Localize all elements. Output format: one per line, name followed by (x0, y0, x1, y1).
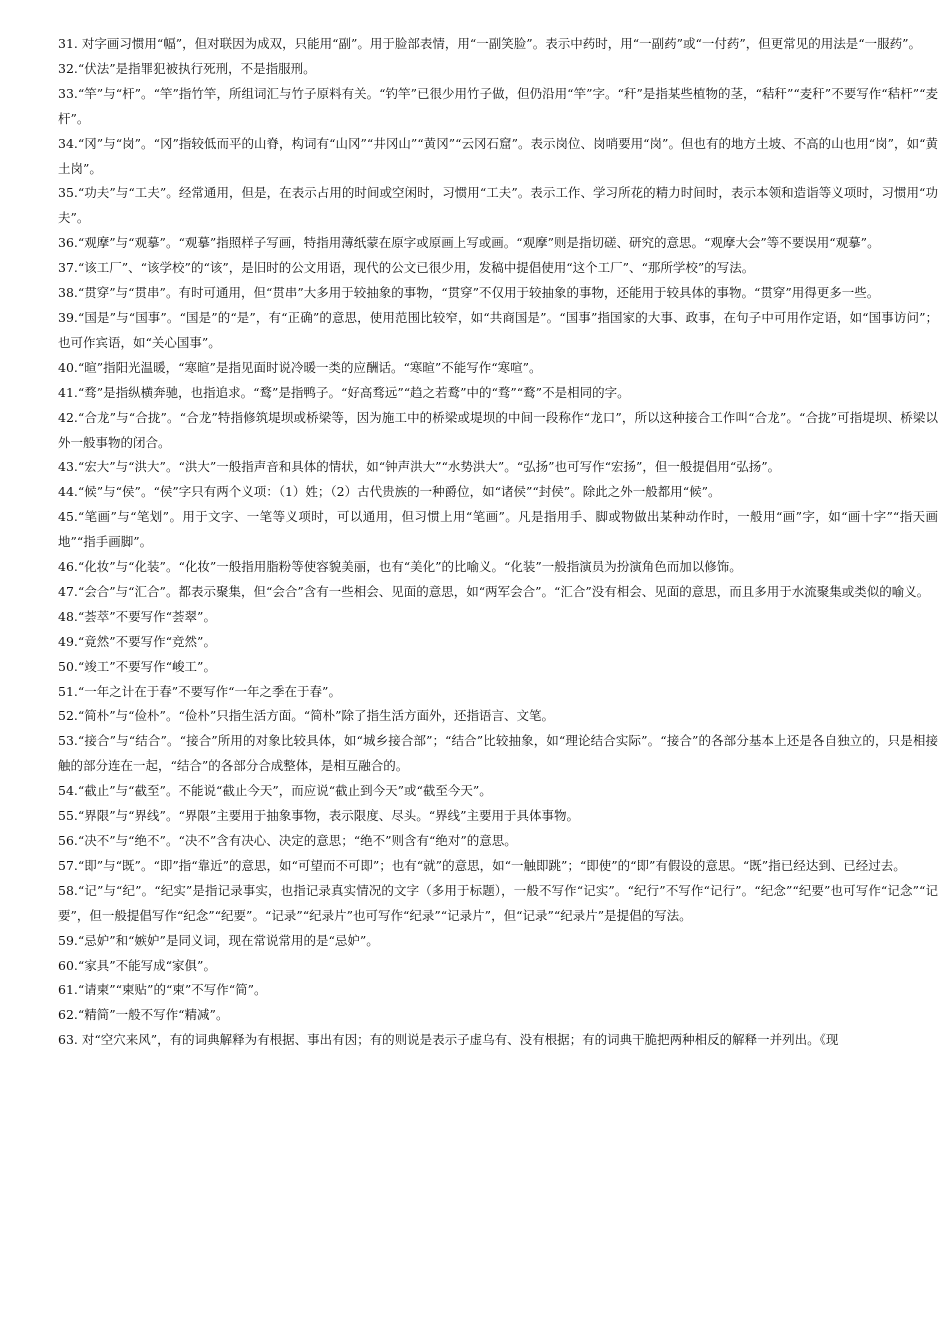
entry-31: 31. 对字画习惯用“幅”，但对联因为成双，只能用“副”。用于脸部表情，用“一副笑脸”。表示中药时，用“一副药”或“一付药”，但更常见的用法是“一服药”。 (58, 36, 922, 51)
entry-63: 63. 对“空穴来风”，有的词典解释为有根据、事出有因；有的则说是表示子虚乌有、没有根据；有的词典干脆把两种相反的解释一并列出。《现 (58, 1032, 839, 1048)
entry-54: 54.“截止”与“截至”。不能说“截止今天”，而应说“截止到今天”或“截至今天”。 (58, 783, 492, 799)
entry-51: 51.“一年之计在于春”不要写作“一年之季在于春”。 (58, 683, 341, 699)
entry-33: 33.“竿”与“杆”。“竿”指竹竿，所组词汇与竹子原料有关。“钓竿”已很少用竹子做，但仍沿用“竿”字。“秆”是指某些植物的茎，“秸秆”“麦秆”不要写作“秸杆”“麦杆”。 (58, 85, 938, 126)
entry-56: 56.“决不”与“绝不”。“决不”含有决心、决定的意思；“绝不”则含有“绝对”的意思。 (58, 833, 517, 848)
entry-60: 60.“家具”不能写成“家俱”。 (58, 957, 216, 973)
entry-32: 32.“伏法”是指罪犯被执行死刑，不是指服刑。 (58, 60, 316, 76)
entry-55: 55.“界限”与“界线”。“界限”主要用于抽象事物，表示限度、尽头。“界线”主要用于具体事物。 (58, 808, 580, 824)
entry-39: 39.“国是”与“国事”。“国是”的“是”，有“正确”的意思，使用范围比较窄，如“共商国是”。“国事”指国家的大事、政事，在句子中可用作定语，如“国事访问”；也可作宾语，如“关心国事”。 (58, 309, 938, 350)
entry-58: 58.“记”与“纪”。“纪实”是指记录事实，也指记录真实情况的文字（多用于标题），一般不写作“记实”。“纪行”不写作“记行”。“纪念”“纪要”也可写作“记念”“记要”，但一般提倡写作“纪念”“纪要”。“记录”“纪录片”也可写作“纪录”“记录片”，但“记录”“纪录片”是提倡的写法。 (58, 882, 938, 923)
entry-34: 34.“冈”与“岗”。“冈”指较低而平的山脊，构词有“山冈”“井冈山”“黄冈”“云冈石窟”。表示岗位、岗哨要用“岗”。但也有的地方土坡、不高的山也用“岗”，如“黄土岗”。 (58, 135, 938, 176)
entry-61: 61.“请柬”“柬贴”的“柬”不写作“简”。 (58, 982, 267, 998)
entry-49: 49.“竟然”不要写作“竞然”。 (58, 633, 216, 649)
entry-57: 57.“即”与“既”。“即”指“靠近”的意思，如“可望而不可即”；也有“就”的意思，如“一触即跳”；“即使”的“即”有假设的意思。“既”指已经达到、已经过去。 (58, 857, 906, 873)
entry-48: 48.“荟萃”不要写作“荟翠”。 (58, 608, 216, 624)
entry-36: 36.“观摩”与“观摹”。“观摹”指照样子写画，特指用薄纸蒙在原字或原画上写或画。“观摩”则是指切磋、研究的意思。“观摩大会”等不要误用“观摹”。 (58, 235, 880, 251)
entry-35: 35.“功夫”与“工夫”。经常通用，但是，在表示占用的时间或空闲时，习惯用“工夫”。表示工作、学习所花的精力时间时，表示本领和造诣等义项时，习惯用“功夫”。 (58, 185, 938, 226)
entry-45: 45.“笔画”与“笔划”。用于文字、一笔等义项时，可以通用，但习惯上用“笔画”。凡是指用手、脚或物做出某种动作时，一般用“画”字，如“画十字”“指天画地”“指手画脚”。 (58, 509, 938, 550)
entry-40: 40.“暄”指阳光温暖，“寒暄”是指见面时说冷暖一类的应酬话。“寒暄”不能写作“寒喧”。 (58, 359, 542, 375)
entry-43: 43.“宏大”与“洪大”。“洪大”一般指声音和具体的情状，如“钟声洪大”“水势洪大”。“弘扬”也可写作“宏扬”，但一般提倡用“弘扬”。 (58, 459, 781, 475)
entry-50: 50.“竣工”不要写作“峻工”。 (58, 658, 216, 674)
entry-38: 38.“贯穿”与“贯串”。有时可通用，但“贯串”大多用于较抽象的事物，“贯穿”不仅用于较抽象的事物，还能用于较具体的事物。“贯穿”用得更多一些。 (58, 285, 880, 301)
entry-52: 52.“简朴”与“俭朴”。“俭朴”只指生活方面。“简朴”除了指生活方面外，还指语言、文笔。 (58, 708, 555, 724)
entry-44: 44.“候”与“侯”。“侯”字只有两个义项：（1）姓；（2）古代贵族的一种爵位，如“诸侯”“封侯”。除此之外一般都用“候”。 (58, 484, 721, 500)
entry-46: 46.“化妆”与“化装”。“化妆”一般指用脂粉等使容貌美丽，也有“美化”的比喻义。“化装”一般指演员为扮演角色而加以修饰。 (58, 559, 742, 575)
entry-59: 59.“忌妒”和“嫉妒”是同义词，现在常说常用的是“忌妒”。 (58, 932, 379, 948)
entry-62: 62.“精简”一般不写作“精减”。 (58, 1007, 229, 1023)
entry-41: 41.“骛”是指纵横奔驰，也指追求。“鹜”是指鸭子。“好高骛远”“趋之若鹜”中的“骛”“鹜”不是相同的字。 (58, 384, 630, 400)
entry-42: 42.“合龙”与“合拢”。“合龙”特指修筑堤坝或桥梁等，因为施工中的桥梁或堤坝的中间一段称作“龙口”，所以这种接合工作叫“合龙”。“合拢”可指堤坝、桥梁以外一般事物的闭合。 (58, 409, 938, 450)
document-body (58, 32, 938, 1053)
entry-47: 47.“会合”与“汇合”。都表示聚集，但“会合”含有一些相会、见面的意思，如“两军会合”。“汇合”没有相会、见面的意思，而且多用于水流聚集或类似的喻义。 (58, 583, 930, 599)
entry-53: 53.“接合”与“结合”。“接合”所用的对象比较具体，如“城乡接合部”；“结合”比较抽象，如“理论结合实际”。“接合”的各部分基本上还是各自独立的，只是相接触的部分连在一起，“结合”的各部分合成整体，是相互融合的。 (58, 733, 938, 774)
entry-37: 37.“该工厂”、“该学校”的“该”，是旧时的公文用语，现代的公文已很少用，发稿中提倡使用“这个工厂”、“那所学校”的写法。 (58, 260, 755, 276)
